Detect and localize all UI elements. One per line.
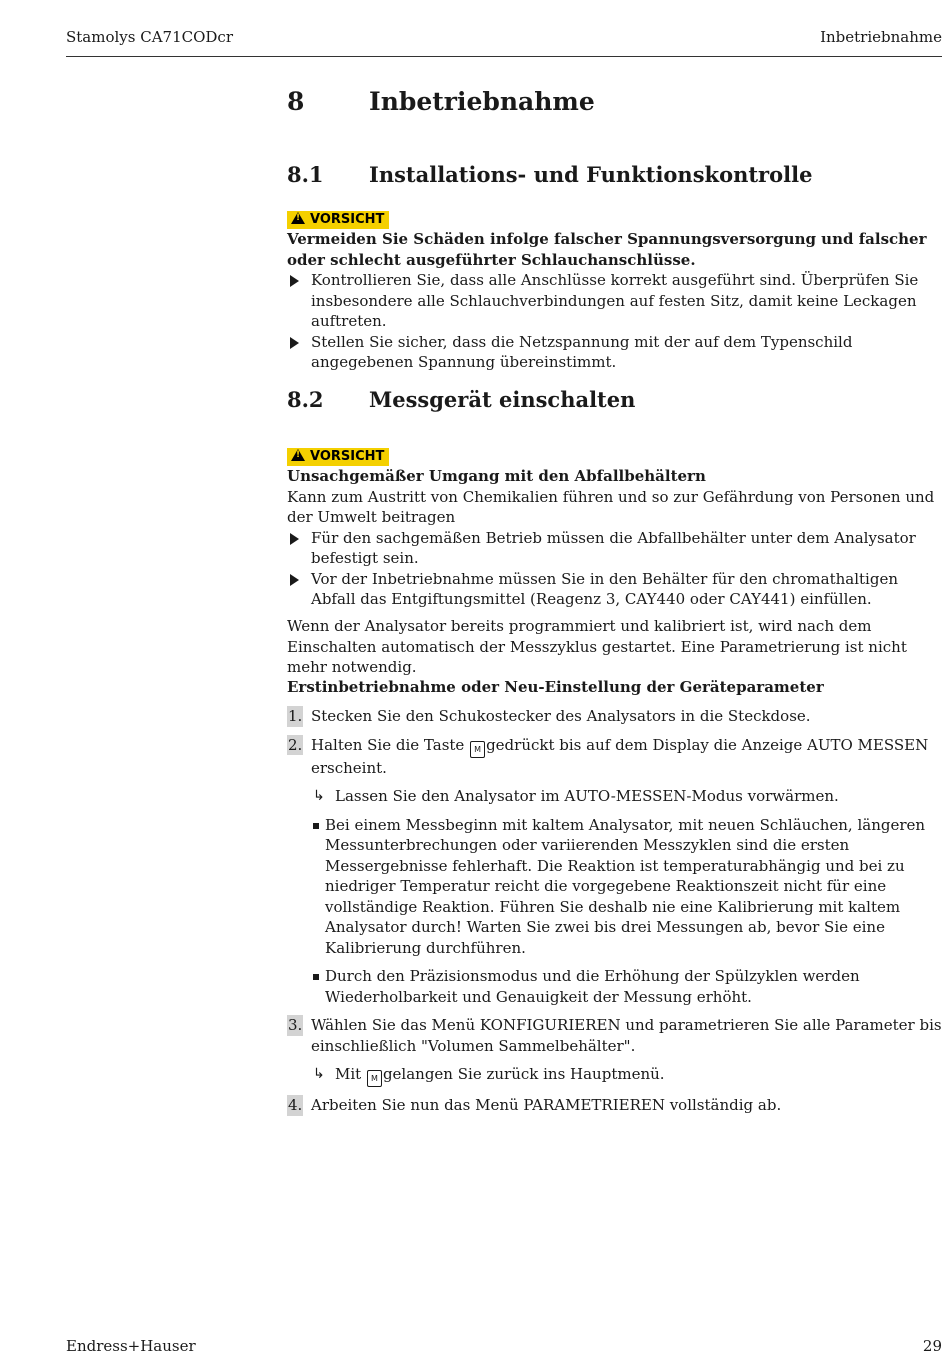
section-number: 8.1: [287, 162, 324, 187]
step-text-before: Halten Sie die Taste: [311, 735, 470, 754]
warning-title: Unsachgemäßer Umgang mit den Abfallbehältern: [287, 467, 706, 485]
chapter-heading: [287, 87, 595, 116]
step-item: [287, 706, 942, 727]
step-result: [311, 786, 942, 807]
step-item: [287, 1015, 942, 1056]
header-chapter: Inbetriebnahme: [820, 28, 942, 46]
bullet-text: Durch den Präzisionsmodus und die Erhöhung der Spülzyklen werden Wiederholbarkeit und Genauigkeit der Messung erhöht.: [325, 967, 860, 1006]
chapter-title: Inbetriebnahme: [369, 87, 595, 116]
arrow-bullet-icon: [290, 275, 299, 287]
list-item-text: Stellen Sie sicher, dass die Netzspannung mit der auf dem Typenschild angegebenen Spannung übereinstimmt.: [311, 332, 853, 371]
step-text: Stecken Sie den Schukostecker des Analysators in die Steckdose.: [311, 707, 811, 725]
step-number: 4.: [288, 1096, 303, 1114]
result-text-after: gelangen Sie zurück ins Hauptmenü.: [382, 1065, 665, 1083]
warning-label: VORSICHT: [310, 212, 385, 227]
list-item: [287, 528, 942, 569]
step-item: [287, 1095, 942, 1116]
list-item: [287, 569, 942, 610]
section-heading-8-1: [287, 162, 813, 187]
arrow-bullet-icon: [290, 337, 299, 349]
square-bullet-icon: [313, 823, 319, 829]
step-text: Wählen Sie das Menü KONFIGURIEREN und parametrieren Sie alle Parameter bis einschließlich "Volumen Sammelbehälter".: [311, 1016, 942, 1055]
m-key-icon: M: [470, 741, 485, 758]
m-key-icon: M: [367, 1070, 382, 1087]
step-text-after: gedrückt bis auf dem Display die Anzeige AUTO MESSEN erscheint.: [311, 735, 929, 777]
footer-brand: Endress+Hauser: [66, 1337, 196, 1355]
result-arrow-icon: ↳: [313, 1066, 325, 1082]
warning-text: Kann zum Austritt von Chemikalien führen und so zur Gefährdung von Personen und der Umwelt beitragen: [287, 487, 935, 526]
section-title: Installations- und Funktionskontrolle: [369, 162, 813, 187]
warning-label: VORSICHT: [310, 449, 385, 464]
list-item-text: Kontrollieren Sie, dass alle Anschlüsse korrekt ausgeführt sind. Überprüfen Sie insbesondere alle Schlauchverbindungen auf festen Sitz, damit keine Leckagen auftreten.: [311, 271, 919, 330]
subheading: Erstinbetriebnahme oder Neu-Einstellung der Geräteparameter: [287, 678, 824, 696]
page-header: [66, 28, 942, 57]
step-number: 3.: [288, 1016, 303, 1034]
warning-badge: [287, 211, 389, 229]
chapter-number: 8: [287, 87, 305, 116]
square-bullet-icon: [313, 974, 319, 980]
result-text: Lassen Sie den Analysator im AUTO-MESSEN-Modus vorwärmen.: [335, 787, 839, 805]
arrow-bullet-icon: [290, 533, 299, 545]
warning-block-2: [287, 445, 942, 610]
arrow-bullet-icon: [290, 574, 299, 586]
step-result: [311, 1064, 942, 1087]
warning-title: Vermeiden Sie Schäden infolge falscher Spannungsversorgung und falscher oder schlecht ausgeführter Schlauchanschlüsse.: [287, 230, 927, 269]
bullet-text: Bei einem Messbeginn mit kaltem Analysator, mit neuen Schläuchen, längeren Messunterbrechungen oder variierenden Messzyklen sind die ersten Messergebnisse fehlerhaft. Die Reaktion ist temperaturabhängig und bei zu niedriger Temperatur reicht die vorgegebene Reaktionszeit nicht für eine vollständige Reaktion. Führen Sie deshalb nie eine Kalibrierung mit kaltem Analysator durch! Warten Sie zwei bis drei Messungen ab, bevor Sie eine Kalibrierung durchführen.: [325, 815, 926, 957]
result-text-before: Mit: [335, 1065, 366, 1083]
header-product: Stamolys CA71CODcr: [66, 28, 234, 46]
bullet-item: [311, 966, 942, 1007]
warning-triangle-icon: [291, 212, 305, 224]
step-number: 1.: [288, 707, 303, 725]
bullet-item: [311, 815, 942, 959]
step-text: Arbeiten Sie nun das Menü PARAMETRIEREN vollständig ab.: [311, 1096, 782, 1114]
section-heading-8-2: [287, 387, 636, 412]
result-arrow-icon: ↳: [313, 788, 325, 804]
list-item: [287, 332, 942, 373]
steps-list: [287, 706, 942, 1124]
page-number: 29: [922, 1337, 942, 1355]
intro-paragraph: Wenn der Analysator bereits programmiert und kalibriert ist, wird nach dem Einschalten automatisch der Messzyklus gestartet. Eine Parametrierung ist nicht mehr notwendig.: [287, 617, 907, 676]
list-item: [287, 270, 942, 332]
warning-block-1: [287, 208, 942, 373]
list-item-text: Für den sachgemäßen Betrieb müssen die Abfallbehälter unter dem Analysator befestigt sein.: [311, 528, 916, 567]
step-item: [287, 735, 942, 779]
section-title: Messgerät einschalten: [369, 387, 636, 412]
warning-badge: [287, 448, 389, 466]
section-number: 8.2: [287, 387, 324, 412]
list-item-text: Vor der Inbetriebnahme müssen Sie in den Behälter für den chromathaltigen Abfall das Entgiftungsmittel (Reagenz 3, CAY440 oder CAY441) einfüllen.: [311, 569, 898, 608]
warning-triangle-icon: [291, 449, 305, 461]
step-number: 2.: [288, 735, 303, 754]
